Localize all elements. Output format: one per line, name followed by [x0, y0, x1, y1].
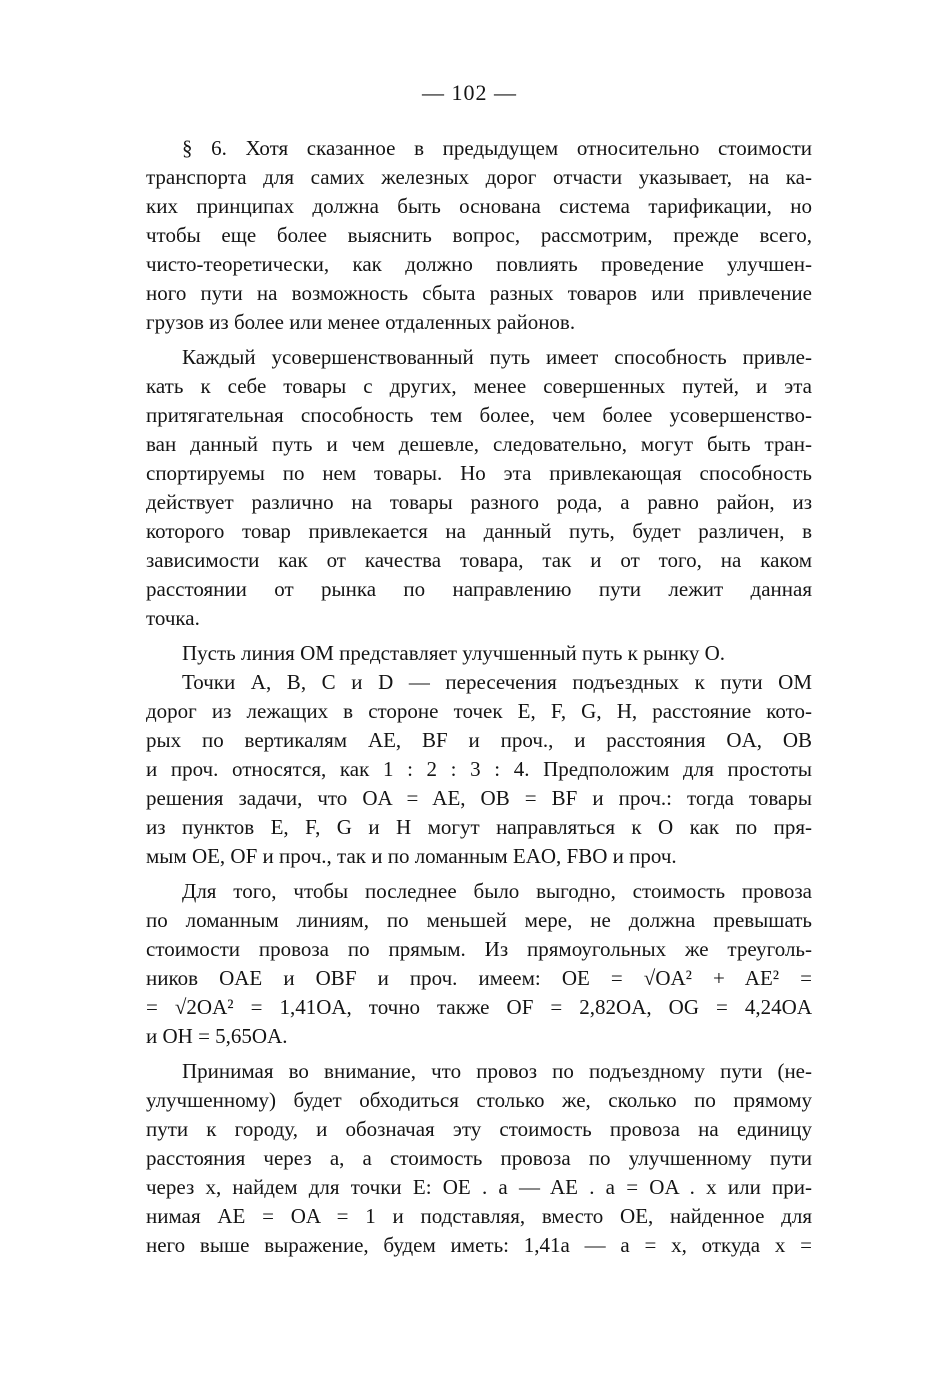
text-line: и OH = 5,65OA.: [146, 1024, 288, 1048]
paragraph: [146, 134, 812, 337]
paragraph: [146, 668, 812, 871]
text-line: нимая AE = OA = 1 и подставляя, вместо OE, найденное для: [146, 1204, 812, 1228]
text-line: расстоянии от рынка по направлению пути лежит данная: [146, 577, 812, 601]
text-line: пути к городу, и обозначая эту стоимость провоза на единицу: [146, 1117, 812, 1141]
text-line: которого товар привлекается на данный путь, будет различен, в: [146, 519, 812, 543]
text-line: чисто-теоретически, как должно повлиять проведение улучшен-: [146, 252, 812, 276]
text-line: зависимости как от качества товара, так и от того, на каком: [146, 548, 812, 572]
paragraph: [146, 639, 812, 668]
text-line: из пунктов E, F, G и H могут направляться к O как по пря-: [146, 815, 812, 839]
text-line: § 6. Хотя сказанное в предыдущем относительно стоимости: [182, 136, 812, 160]
text-line: ников OAE и OBF и проч. имеем: OE = √OA² + AE² =: [146, 966, 812, 990]
paragraph: [146, 877, 812, 1051]
text-line: через x, найдем для точки E: OE . a — AE . a = OA . x или при-: [146, 1175, 812, 1199]
text-line: по ломанным линиям, по меньшей мере, не должна превышать: [146, 908, 812, 932]
text-line: улучшенному) будет обходиться столько же, сколько по прямому: [146, 1088, 812, 1112]
text-line: ван данный путь и чем дешевле, следовательно, могут быть тран-: [146, 432, 812, 456]
text-line: рых по вертикалям AE, BF и проч., и расстояния OA, OB: [146, 728, 812, 752]
text-line: чтобы еще более выяснить вопрос, рассмотрим, прежде всего,: [146, 223, 812, 247]
text-line: и проч. относятся, как 1 : 2 : 3 : 4. Предположим для простоты: [146, 757, 812, 781]
text-line: притягательная способность тем более, чем более усовершенство-: [146, 403, 812, 427]
text-line: ного пути на возможность сбыта разных товаров или привлечение: [146, 281, 812, 305]
text-line: стоимости провоза по прямым. Из прямоугольных же треуголь-: [146, 937, 812, 961]
text-line: ких принципах должна быть основана система тарификации, но: [146, 194, 812, 218]
text-line: дорог из лежащих в стороне точек E, F, G, H, расстояние кото-: [146, 699, 812, 723]
text-line: = √2OA² = 1,41OA, точно также OF = 2,82OA, OG = 4,24OA: [146, 995, 812, 1019]
text-line: грузов из более или менее отдаленных районов.: [146, 310, 576, 334]
text-line: точка.: [146, 606, 200, 630]
text-line: Пусть линия OM представляет улучшенный путь к рынку O.: [182, 641, 726, 665]
text-line: Точки A, B, C и D — пересечения подъездных к пути OM: [182, 670, 812, 694]
text-line: мым OE, OF и проч., так и по ломанным EAO, FBO и проч.: [146, 844, 677, 868]
paragraph: [146, 343, 812, 633]
text-line: него выше выражение, будем иметь: 1,41a — a = x, откуда x =: [146, 1233, 812, 1257]
text-line: Каждый усовершенствованный путь имеет способность привле-: [182, 345, 812, 369]
text-line: спортируемы по нем товары. Но эта привлекающая способность: [146, 461, 812, 485]
text-line: Принимая во внимание, что провоз по подъездному пути (не-: [182, 1059, 812, 1083]
text-line: кать к себе товары с других, менее совершенных путей, и эта: [146, 374, 812, 398]
text-line: Для того, чтобы последнее было выгодно, стоимость провоза: [182, 879, 812, 903]
paragraph: [146, 1057, 812, 1260]
text-line: действует различно на товары разного рода, а равно район, из: [146, 490, 812, 514]
text-line: решения задачи, что OA = AE, OB = BF и проч.: тогда товары: [146, 786, 812, 810]
text-line: транспорта для самих железных дорог отчасти указывает, на ка-: [146, 165, 812, 189]
page-number: — 102 —: [422, 80, 517, 105]
body-text: [146, 134, 812, 1260]
text-line: расстояния через a, а стоимость провоза по улучшенному пути: [146, 1146, 812, 1170]
